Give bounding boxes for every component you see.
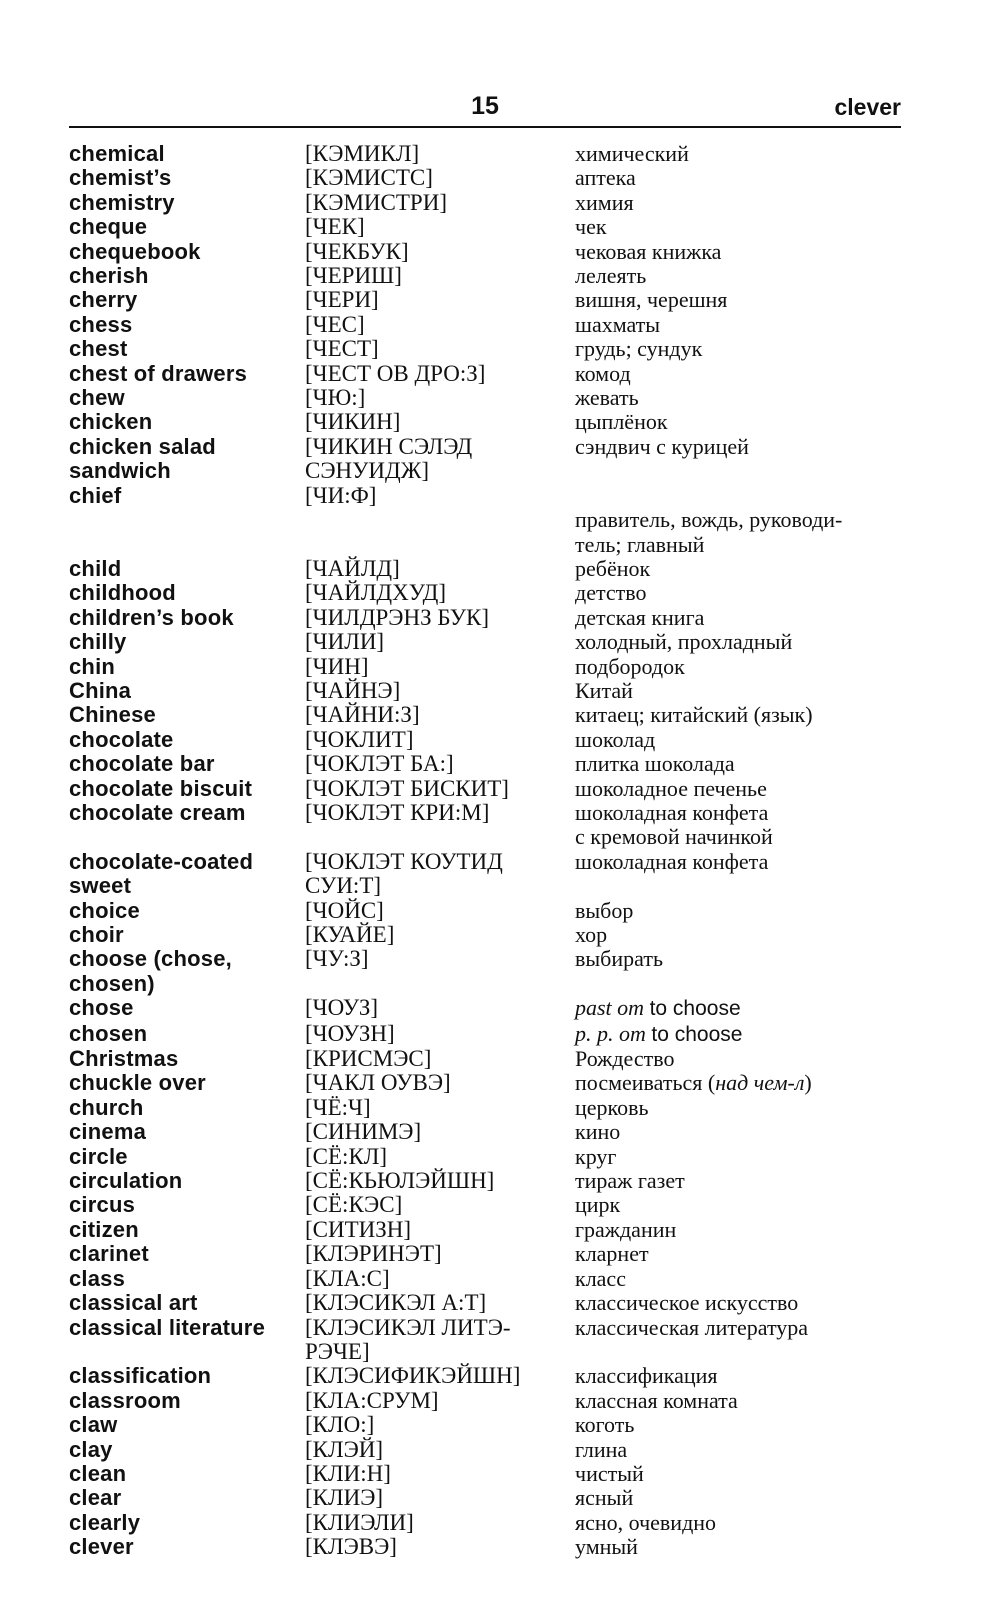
dictionary-entry (69, 1389, 909, 1413)
transcription: [ЧОКЛИТ] (305, 726, 414, 752)
dictionary-entry (69, 1218, 909, 1242)
translation-text: цыплёнок (575, 409, 668, 435)
translation-text: правитель, вождь, руководи- тель; главный (575, 507, 843, 557)
translation-text: китаец; китайский (язык) (575, 702, 813, 728)
page-header (69, 88, 901, 128)
translation-text: грудь; сундук (575, 336, 703, 362)
translation-text: коготь (575, 1412, 635, 1438)
dictionary-entry (69, 655, 909, 679)
translation-text: подбородок (575, 653, 685, 679)
headword: clean (69, 1460, 127, 1486)
translation-text: чековая книжка (575, 238, 722, 264)
translation (575, 1145, 909, 1169)
translation-text: классическое искусство (575, 1290, 799, 1316)
dictionary-entry (69, 777, 909, 801)
headword: clear (69, 1485, 122, 1511)
headword: classification (69, 1363, 212, 1389)
translation (575, 801, 909, 850)
headword: chose (69, 995, 134, 1021)
transcription: [ЧАЙЛДХУД] (305, 580, 447, 606)
headword: chess (69, 311, 133, 337)
dictionary-entry (69, 264, 909, 288)
transcription: [ЧАЙНИ:З] (305, 702, 420, 728)
dictionary-entry (69, 191, 909, 215)
headword: chief (69, 482, 122, 508)
transcription: [ЧЕРИШ] (305, 263, 402, 289)
translation-text: Китай (575, 677, 633, 703)
transcription: [ЧАКЛ ОУВЭ] (305, 1070, 451, 1096)
transcription: [ЧОКЛЭТ БИСКИТ] (305, 775, 509, 801)
translation (575, 288, 909, 312)
translation (575, 752, 909, 776)
dictionary-entry (69, 630, 909, 654)
translation (575, 1169, 909, 1193)
transcription: [КЛИЭ] (305, 1485, 384, 1511)
transcription: [ЧИН] (305, 653, 369, 679)
dictionary-entry (69, 1486, 909, 1510)
dictionary-entry (69, 606, 909, 630)
transcription: [КРИСМЭС] (305, 1046, 432, 1072)
translation (575, 484, 909, 557)
dictionary-entry (69, 1364, 909, 1388)
translation (575, 1535, 909, 1559)
headword: cherry (69, 287, 138, 313)
headword: church (69, 1094, 144, 1120)
translation-note: p. p. от (575, 1020, 646, 1046)
translation-text: лелеять (575, 263, 647, 289)
transcription: [ЧОКЛЭТ КОУТИД СУИ:Т] (305, 848, 503, 899)
translation-text: умный (575, 1534, 638, 1560)
translation (575, 362, 909, 386)
dictionary-entry (69, 313, 909, 337)
translation-text: шоколад (575, 726, 656, 752)
dictionary-entry (69, 557, 909, 581)
dictionary-entry (69, 1242, 909, 1266)
translation-text: церковь (575, 1094, 649, 1120)
translation-text: классификация (575, 1363, 718, 1389)
translation-text: химический (575, 141, 689, 166)
transcription: [КЛА:СРУМ] (305, 1387, 439, 1413)
headword: circle (69, 1143, 128, 1169)
translation (575, 1291, 909, 1315)
headword: China (69, 677, 132, 703)
translation-text: гражданин (575, 1216, 677, 1242)
transcription: [ЧЕРИ] (305, 287, 379, 313)
dictionary-entry (69, 1096, 909, 1120)
translation (575, 1267, 909, 1291)
headword: chest (69, 336, 128, 362)
headword: class (69, 1265, 126, 1291)
dictionary-entry (69, 1267, 909, 1291)
dictionary-entry (69, 288, 909, 312)
translation-text: кларнет (575, 1241, 649, 1267)
translation (575, 166, 909, 190)
translation-text: аптека (575, 165, 636, 191)
dictionary-entry (69, 1120, 909, 1144)
dictionary-entry (69, 1511, 909, 1535)
transcription: [КЛО:] (305, 1412, 375, 1438)
translation (575, 1096, 909, 1120)
headword: clay (69, 1436, 113, 1462)
dictionary-entry (69, 801, 909, 850)
translation-text: круг (575, 1143, 617, 1169)
transcription: [ЧАЙЛД] (305, 555, 400, 581)
headword: Chinese (69, 702, 156, 728)
translation-text: холодный, прохладный (575, 629, 793, 655)
transcription: [ЧЮ:] (305, 385, 366, 411)
translation-text: ясный (575, 1485, 634, 1511)
dictionary-entry (69, 850, 909, 899)
headword: claw (69, 1412, 118, 1438)
translation (575, 996, 909, 1021)
translation (575, 581, 909, 605)
translation (575, 337, 909, 361)
translation (575, 923, 909, 947)
headword: chequebook (69, 238, 201, 264)
dictionary-entry (69, 1413, 909, 1437)
headword: classical literature (69, 1314, 266, 1340)
translation (575, 1316, 909, 1365)
headword: classical art (69, 1290, 198, 1316)
transcription: [ЧУ:З] (305, 946, 369, 972)
page-number: 15 (471, 92, 499, 120)
transcription: [ЧОУЗН] (305, 1020, 395, 1046)
translation (575, 191, 909, 215)
translation (575, 1120, 909, 1144)
transcription: [КЛИЭЛИ] (305, 1509, 414, 1535)
transcription: [ЧЕСТ] (305, 336, 379, 362)
transcription: [КЛЭСИКЭЛ ЛИТЭ- РЭЧЕ] (305, 1314, 511, 1364)
transcription: [ЧЕСТ ОВ ДРО:З] (305, 360, 486, 386)
headword: chocolate-coated sweet (69, 848, 254, 899)
dictionary-entry (69, 166, 909, 190)
translation-text: чистый (575, 1460, 644, 1486)
headword: chosen (69, 1020, 148, 1046)
transcription: [ЧЕК] (305, 214, 365, 240)
translation-text: классическая литература (575, 1314, 809, 1340)
translation (575, 1242, 909, 1266)
translation-text: выбирать (575, 946, 663, 972)
translation (575, 1486, 909, 1510)
translation-text: шоколадная конфета с кремовой начинкой (575, 799, 773, 850)
headword: chest of drawers (69, 360, 248, 386)
dictionary-entry (69, 581, 909, 605)
translation-text: выбор (575, 897, 634, 923)
transcription: [ЧОУЗ] (305, 995, 379, 1021)
dictionary-entry (69, 703, 909, 727)
translation-text-after: ) (804, 1070, 812, 1096)
transcription: [ЧОКЛЭТ БА:] (305, 751, 454, 777)
translation-text: комод (575, 360, 631, 386)
transcription: [ЧАЙНЭ] (305, 677, 401, 703)
translation-text: сэндвич с курицей (575, 433, 749, 459)
headword: cheque (69, 214, 148, 240)
translation-note: над чем-л (715, 1070, 805, 1096)
translation (575, 728, 909, 752)
dictionary-entry (69, 1169, 909, 1193)
translation (575, 1193, 909, 1217)
translation (575, 1022, 909, 1047)
headword: choice (69, 897, 140, 923)
headword: chicken salad sandwich (69, 433, 216, 484)
translation (575, 850, 909, 899)
translation (575, 1438, 909, 1462)
transcription: [КЛЭРИНЭТ] (305, 1241, 442, 1267)
translation-text: Рождество (575, 1046, 675, 1072)
dictionary-entry (69, 1047, 909, 1071)
headword: classroom (69, 1387, 181, 1413)
translation-text: кино (575, 1119, 621, 1145)
translation-note: past от (575, 995, 645, 1021)
headword: chew (69, 385, 125, 411)
transcription: [КУАЙЕ] (305, 922, 395, 947)
translation-text: детская книга (575, 604, 705, 630)
translation (575, 1364, 909, 1388)
translation-text: шахматы (575, 311, 661, 337)
dictionary-entry (69, 1535, 909, 1559)
translation (575, 557, 909, 581)
translation (575, 899, 909, 923)
headword: chemical (69, 141, 165, 166)
headword: clearly (69, 1509, 141, 1535)
dictionary-entry (69, 752, 909, 776)
transcription: [СЁ:КЭС] (305, 1192, 403, 1218)
headword: clever (69, 1534, 134, 1560)
translation (575, 386, 909, 410)
translation (575, 215, 909, 239)
transcription: [ЧИЛДРЭНЗ БУК] (305, 604, 490, 630)
transcription: [СИТИЗН] (305, 1216, 412, 1242)
headword: chuckle over (69, 1070, 206, 1096)
transcription: [ЧЕКБУК] (305, 238, 409, 264)
dictionary-entry (69, 484, 909, 557)
translation-text: детство (575, 580, 647, 606)
translation-text: цирк (575, 1192, 621, 1218)
dictionary-entry (69, 1462, 909, 1486)
transcription: [ЧИЛИ] (305, 629, 385, 655)
transcription: [КЛЭЙ] (305, 1436, 384, 1462)
headword: circulation (69, 1168, 183, 1194)
headword: choose (chose, chosen) (69, 946, 232, 996)
translation (575, 1218, 909, 1242)
translation (575, 1511, 909, 1535)
translation (575, 606, 909, 630)
headword: chemist’s (69, 165, 172, 191)
translation-text: класс (575, 1265, 626, 1291)
translation-text: шоколадное печенье (575, 775, 767, 801)
transcription: [ЧЕС] (305, 311, 365, 337)
headword: chocolate (69, 726, 174, 752)
dictionary-entry (69, 947, 909, 996)
dictionary-entry (69, 215, 909, 239)
translation-text: классная комната (575, 1387, 738, 1413)
dictionary-entry (69, 1071, 909, 1095)
headword: chilly (69, 629, 127, 655)
transcription: [КЭМИСТС] (305, 165, 433, 191)
dictionary-entry (69, 728, 909, 752)
transcription: [СЁ:КЬЮЛЭЙШН] (305, 1168, 495, 1194)
translation (575, 1071, 909, 1095)
dictionary-entry (69, 1291, 909, 1315)
transcription: [ЧОЙС] (305, 897, 384, 923)
translation (575, 679, 909, 703)
transcription: [КЛЭВЭ] (305, 1534, 397, 1560)
transcription: [ЧИКИН СЭЛЭД СЭНУИДЖ] (305, 433, 473, 484)
translation (575, 703, 909, 727)
dictionary-entry (69, 923, 909, 947)
translation-text: глина (575, 1436, 628, 1462)
translation (575, 240, 909, 264)
dictionary-entry (69, 142, 909, 166)
headword: children’s book (69, 604, 234, 630)
translation (575, 435, 909, 484)
translation-text: жевать (575, 385, 639, 411)
translation (575, 1389, 909, 1413)
headword: chocolate biscuit (69, 775, 253, 801)
dictionary-entry (69, 679, 909, 703)
transcription: [СЁ:КЛ] (305, 1143, 388, 1169)
dictionary-entry (69, 386, 909, 410)
dictionary-entry (69, 1316, 909, 1365)
translation (575, 1413, 909, 1437)
translation (575, 1462, 909, 1486)
transcription: [ЧИ:Ф] (305, 482, 377, 508)
dictionary-entry (69, 337, 909, 361)
transcription: [СИНИМЭ] (305, 1119, 422, 1145)
translation (575, 777, 909, 801)
dictionary-entry (69, 435, 909, 484)
translation-text: вишня, черешня (575, 287, 728, 313)
dictionary-entry (69, 1438, 909, 1462)
headword: child (69, 555, 122, 581)
translation (575, 630, 909, 654)
headword: Christmas (69, 1046, 179, 1072)
transcription: [КЭМИСТРИ] (305, 189, 447, 215)
transcription: [ЧЁ:Ч] (305, 1094, 371, 1120)
headword: citizen (69, 1216, 139, 1242)
translation (575, 313, 909, 337)
translation-text: чек (575, 214, 607, 240)
translation-text: ребёнок (575, 555, 651, 581)
translation (575, 655, 909, 679)
headword: chocolate cream (69, 799, 246, 825)
transcription: [КЛЭСИКЭЛ А:Т] (305, 1290, 487, 1316)
dictionary-entry (69, 240, 909, 264)
headword: choir (69, 922, 124, 947)
translation (575, 142, 909, 166)
headword: chemistry (69, 189, 175, 215)
translation (575, 947, 909, 996)
translation-text: хор (575, 922, 608, 947)
dictionary-entry (69, 1022, 909, 1047)
dictionary-entry (69, 1145, 909, 1169)
translation-english: to choose (649, 997, 741, 1021)
dictionary-entry (69, 362, 909, 386)
dictionary-entry (69, 1193, 909, 1217)
transcription: [КЛИ:Н] (305, 1460, 391, 1486)
headword: childhood (69, 580, 176, 606)
translation (575, 410, 909, 434)
dictionary-entry (69, 996, 909, 1021)
transcription: [КЭМИКЛ] (305, 141, 420, 166)
translation (575, 1047, 909, 1071)
translation-text: посмеиваться ( (575, 1070, 716, 1096)
translation-text: тираж газет (575, 1168, 685, 1194)
headword: chicken (69, 409, 153, 435)
transcription: [ЧОКЛЭТ КРИ:М] (305, 799, 490, 825)
headword: cherish (69, 263, 149, 289)
translation-text: химия (575, 189, 634, 215)
translation-text: плитка шоколада (575, 751, 735, 777)
transcription: [КЛЭСИФИКЭЙШН] (305, 1363, 521, 1389)
transcription: [ЧИКИН] (305, 409, 401, 435)
translation-english: to choose (651, 1022, 743, 1046)
transcription: [КЛА:С] (305, 1265, 390, 1291)
dictionary-entry (69, 899, 909, 923)
headword: chin (69, 653, 116, 679)
headword: cinema (69, 1119, 147, 1145)
translation-text: ясно, очевидно (575, 1509, 717, 1535)
headword: circus (69, 1192, 136, 1218)
running-head: clever (834, 94, 901, 120)
dictionary-entries (69, 142, 909, 1560)
dictionary-entry (69, 410, 909, 434)
translation (575, 264, 909, 288)
headword: chocolate bar (69, 751, 215, 777)
translation-text: шоколадная конфета (575, 848, 769, 874)
headword: clarinet (69, 1241, 149, 1267)
